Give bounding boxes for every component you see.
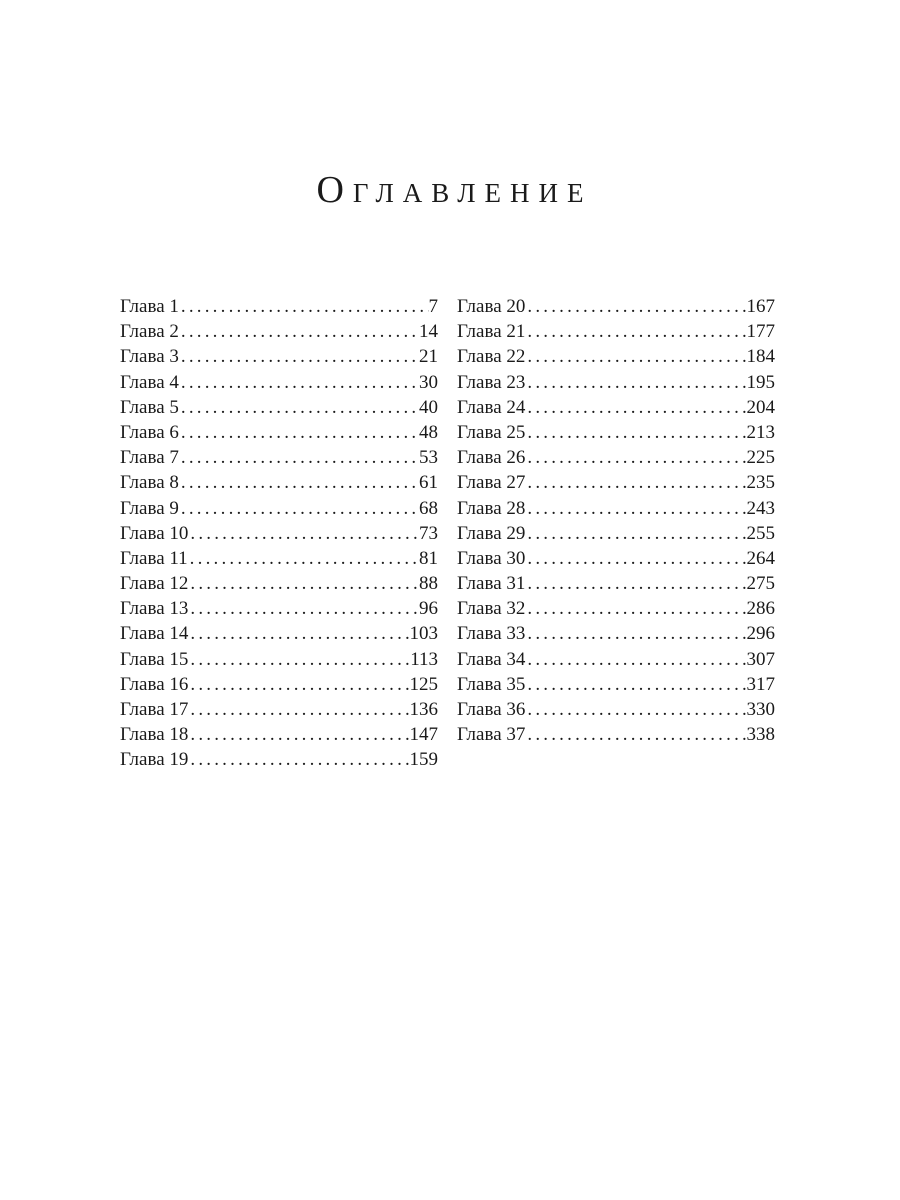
toc-entry: [120, 395, 438, 420]
toc-dot-leader: [179, 294, 429, 319]
toc-entry: [120, 596, 438, 621]
toc-entry-label: Глава 19: [120, 749, 189, 771]
toc-entry-page-number: 96: [419, 598, 438, 620]
toc-dot-leader: [179, 496, 419, 521]
toc-dot-leader: [525, 697, 746, 722]
toc-entry: [457, 319, 775, 344]
toc-dot-leader: [525, 521, 746, 546]
toc-entry: [120, 672, 438, 697]
toc-dot-leader: [179, 319, 419, 344]
toc-entry-page-number: 264: [746, 547, 775, 569]
toc-entry: [120, 546, 438, 571]
toc-entry: [120, 445, 438, 470]
toc-dot-leader: [188, 647, 410, 672]
toc-entry-label: Глава 16: [120, 673, 189, 695]
toc-entry-label: Глава 21: [457, 321, 526, 343]
toc-dot-leader: [525, 621, 746, 646]
toc-entry-label: Глава 31: [457, 573, 526, 595]
toc-dot-leader: [188, 672, 409, 697]
toc-entry-label: Глава 34: [457, 648, 526, 670]
toc-entry: [457, 546, 775, 571]
toc-entry-page-number: 204: [746, 396, 775, 418]
toc-entry: [120, 496, 438, 521]
toc-entry: [457, 420, 775, 445]
toc-entry-label: Глава 2: [120, 321, 179, 343]
toc-dot-leader: [525, 546, 746, 571]
toc-entry-label: Глава 32: [457, 598, 526, 620]
toc-entry: [457, 395, 775, 420]
toc-entry-page-number: 317: [746, 673, 775, 695]
toc-entry-label: Глава 6: [120, 421, 179, 443]
toc-entry-page-number: 81: [419, 547, 438, 569]
toc-entry-label: Глава 5: [120, 396, 179, 418]
toc-dot-leader: [188, 571, 419, 596]
toc-dot-leader: [188, 747, 409, 772]
toc-dot-leader: [525, 722, 746, 747]
toc-entry-page-number: 136: [409, 699, 438, 720]
toc-entry-label: Глава 12: [120, 573, 189, 595]
toc-entry-label: Глава 25: [457, 421, 526, 443]
toc-entry: [120, 571, 438, 596]
toc-entry-label: Глава 36: [457, 699, 526, 720]
page-title: Оглавление: [316, 169, 593, 211]
toc-entry-page-number: 48: [419, 421, 438, 443]
toc-entry: [457, 596, 775, 621]
toc-dot-leader: [179, 395, 419, 420]
toc-entry-label: Глава 14: [120, 623, 189, 645]
toc-entry-label: Глава 1: [120, 296, 179, 317]
toc-entry-label: Глава 27: [457, 472, 526, 494]
toc-entry-page-number: 225: [746, 447, 775, 469]
toc-entry-page-number: 73: [419, 522, 438, 544]
toc-entry-page-number: 30: [419, 371, 438, 393]
toc-entry: [120, 470, 438, 495]
toc-entry-page-number: 275: [746, 573, 775, 595]
toc-entry: [457, 571, 775, 596]
toc-entry: [120, 319, 438, 344]
toc-entry-page-number: 307: [746, 648, 775, 670]
toc-dot-leader: [525, 496, 746, 521]
toc-dot-leader: [525, 319, 746, 344]
toc-dot-leader: [188, 546, 419, 571]
toc-entry: [457, 722, 775, 747]
toc-dot-leader: [525, 344, 746, 369]
toc-entry: [457, 294, 775, 319]
toc-dot-leader: [525, 647, 746, 672]
toc-entry-page-number: 7: [428, 296, 438, 317]
toc-entry-label: Глава 24: [457, 396, 526, 418]
toc-dot-leader: [188, 621, 409, 646]
toc-dot-leader: [525, 445, 746, 470]
toc-entry-label: Глава 26: [457, 447, 526, 469]
toc-entry-page-number: 125: [409, 673, 438, 695]
toc-entry-page-number: 147: [409, 724, 438, 746]
toc-entry: [120, 344, 438, 369]
toc-dot-leader: [188, 697, 409, 722]
toc-entry-label: Глава 33: [457, 623, 526, 645]
toc-entry-label: Глава 35: [457, 673, 526, 695]
toc-entry-page-number: 243: [746, 497, 775, 519]
toc-entry: [457, 344, 775, 369]
toc-entry-page-number: 338: [746, 724, 775, 746]
toc-entry-page-number: 21: [419, 346, 438, 368]
toc-dot-leader: [525, 596, 746, 621]
toc-entry-page-number: 235: [746, 472, 775, 494]
toc-entry: [120, 370, 438, 395]
toc-entry-page-number: 330: [746, 699, 775, 720]
toc-dot-leader: [179, 445, 419, 470]
toc-dot-leader: [188, 521, 419, 546]
toc-entry: [457, 521, 775, 546]
toc-entry: [120, 521, 438, 546]
toc-entry-page-number: 103: [409, 623, 438, 645]
toc-entry: [457, 697, 775, 722]
toc-entry-page-number: 113: [410, 648, 438, 670]
toc-entry: [120, 420, 438, 445]
toc-dot-leader: [179, 370, 419, 395]
toc-entry-label: Глава 28: [457, 497, 526, 519]
toc-dot-leader: [179, 344, 419, 369]
toc-entry-label: Глава 8: [120, 472, 179, 494]
toc-entry-label: Глава 4: [120, 371, 179, 393]
toc-entry: [120, 294, 438, 319]
toc-entry-label: Глава 9: [120, 497, 179, 519]
toc-dot-leader: [525, 420, 746, 445]
toc-entry-label: Глава 18: [120, 724, 189, 746]
toc-column-left: [120, 294, 438, 773]
toc-entry: [120, 722, 438, 747]
toc-dot-leader: [188, 596, 419, 621]
toc-entry-label: Глава 11: [120, 547, 188, 569]
toc-column-right: [457, 294, 775, 747]
toc-dot-leader: [525, 294, 746, 319]
toc-entry-label: Глава 30: [457, 547, 526, 569]
toc-entry-page-number: 286: [746, 598, 775, 620]
toc-entry: [457, 470, 775, 495]
toc-entry-label: Глава 10: [120, 522, 189, 544]
toc-entry: [457, 621, 775, 646]
toc-entry-label: Глава 23: [457, 371, 526, 393]
toc-entry: [457, 496, 775, 521]
toc-entry-page-number: 14: [419, 321, 438, 343]
toc-dot-leader: [525, 370, 746, 395]
toc-dot-leader: [525, 571, 746, 596]
toc-dot-leader: [525, 470, 746, 495]
toc-entry: [120, 621, 438, 646]
toc-dot-leader: [525, 395, 746, 420]
toc-entry-page-number: 53: [419, 447, 438, 469]
toc-entry-label: Глава 3: [120, 346, 179, 368]
toc-dot-leader: [188, 722, 409, 747]
toc-dot-leader: [179, 420, 419, 445]
toc-entry: [120, 647, 438, 672]
toc-dot-leader: [179, 470, 419, 495]
toc-entry-page-number: 88: [419, 573, 438, 595]
toc-entry-label: Глава 13: [120, 598, 189, 620]
toc-entry-label: Глава 7: [120, 447, 179, 469]
toc-entry-page-number: 68: [419, 497, 438, 519]
toc-entry: [457, 672, 775, 697]
toc-dot-leader: [525, 672, 746, 697]
toc-entry-page-number: 296: [746, 623, 775, 645]
toc-entry: [457, 647, 775, 672]
toc-entry-label: Глава 37: [457, 724, 526, 746]
toc-entry-page-number: 167: [746, 296, 775, 317]
toc-entry: [457, 445, 775, 470]
toc-entry-page-number: 195: [746, 371, 775, 393]
toc-entry-page-number: 213: [746, 421, 775, 443]
toc-entry-label: Глава 15: [120, 648, 189, 670]
toc-entry-label: Глава 29: [457, 522, 526, 544]
toc-entry-page-number: 40: [419, 396, 438, 418]
toc-entry-page-number: 177: [746, 321, 775, 343]
toc-entry-page-number: 61: [419, 472, 438, 494]
toc-entry-page-number: 159: [409, 749, 438, 771]
toc-entry-label: Глава 20: [457, 296, 526, 317]
toc-entry: [120, 747, 438, 772]
toc-entry: [457, 370, 775, 395]
toc-entry-page-number: 255: [746, 522, 775, 544]
toc-entry-label: Глава 22: [457, 346, 526, 368]
toc-entry-label: Глава 17: [120, 699, 189, 720]
toc-entry-page-number: 184: [746, 346, 775, 368]
toc-entry: [120, 697, 438, 722]
